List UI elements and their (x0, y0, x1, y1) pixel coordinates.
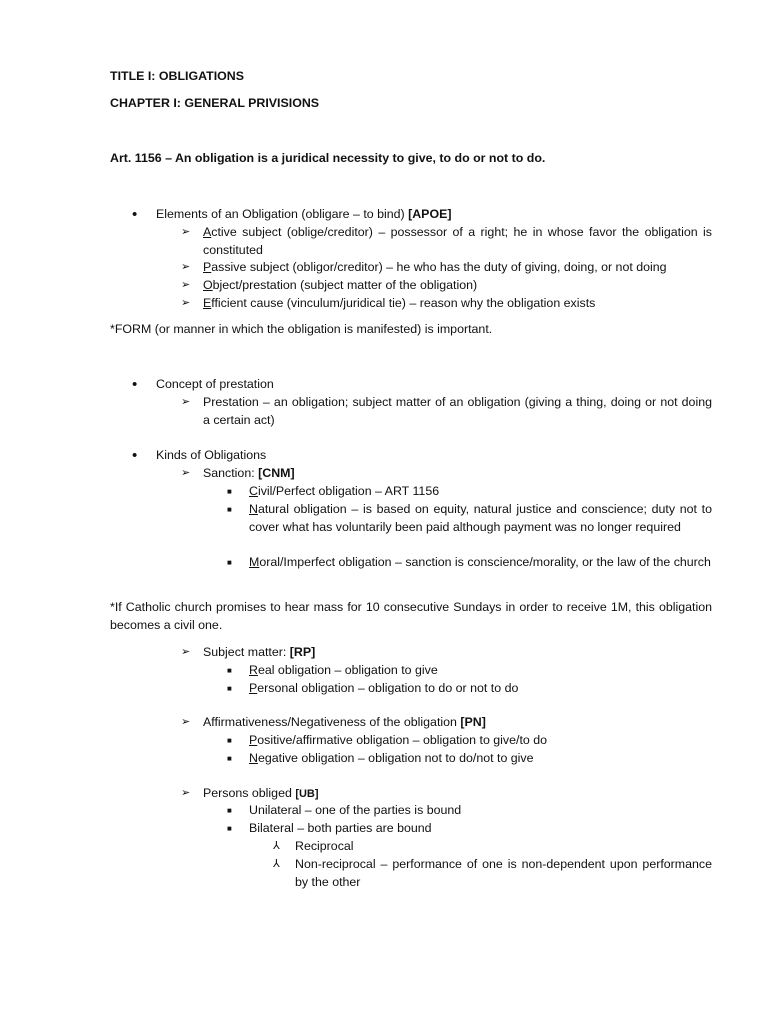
item-text: atural obligation – is based on equity, natural justice and conscience; duty not to cover what has voluntarily been paid although payment was no longer required (249, 502, 712, 534)
square-bullet-icon: ■ (227, 558, 232, 567)
elements-mnemonic: [APOE] (408, 207, 452, 221)
arrow-bullet-icon: ➢ (181, 396, 191, 408)
square-bullet-icon: ■ (227, 824, 232, 833)
title-heading: TITLE I: OBLIGATIONS (110, 69, 244, 83)
concept-heading: Concept of prestation (156, 377, 274, 391)
arrow-bullet-icon: ➢ (181, 279, 191, 291)
item-initial: M (249, 555, 260, 569)
chapter-heading: CHAPTER I: GENERAL PRIVISIONS (110, 96, 320, 110)
sanction-label: Sanction: (203, 466, 255, 480)
affirmativeness-heading (203, 714, 486, 732)
square-bullet-icon: ■ (227, 666, 232, 675)
arrow-bullet-icon: ➢ (181, 467, 191, 479)
subject-matter-heading (203, 644, 315, 662)
affirmativeness-label: Affirmativeness/Negativeness of the obligation (203, 715, 457, 729)
persons-item-unilateral (249, 802, 461, 820)
affirm-item-negative (249, 750, 534, 768)
persons-item-bilateral (249, 820, 432, 838)
square-bullet-icon: ■ (227, 736, 232, 745)
item-initial: O (203, 278, 213, 292)
item-initial: R (249, 663, 258, 677)
affirmativeness-mnemonic: [PN] (460, 715, 486, 729)
arrow-bullet-icon: ➢ (181, 297, 191, 309)
item-initial: C (249, 484, 258, 498)
item-initial: A (203, 225, 212, 239)
subject-matter-mnemonic: [RP] (289, 645, 316, 659)
catholic-note: *If Catholic church promises to hear mass for 10 consecutive Sundays in order to receive 1M, this obligation becomes a civil one. (110, 600, 712, 632)
square-bullet-icon: ■ (227, 487, 232, 496)
article-1156: Art. 1156 – An obligation is a juridical necessity to give, to do or not to do. (110, 151, 546, 165)
item-text: ositive/affirmative obligation – obligation to give/to do (257, 733, 548, 747)
item-text: assive subject (obligor/creditor) – he who has the duty of giving, doing, or not doing (211, 260, 667, 274)
bilateral-sub-reciprocal: Reciprocal (295, 839, 354, 853)
element-item-active (203, 224, 712, 259)
sanction-mnemonic: [CNM] (258, 466, 295, 480)
prestation-item: Prestation – an obligation; subject matter of an obligation (giving a thing, doing or not doing a certain act) (203, 395, 712, 427)
arrow-bullet-icon: ➢ (181, 787, 191, 799)
square-bullet-icon: ■ (227, 754, 232, 763)
item-initial: U (249, 803, 258, 817)
item-text: fficient cause (vinculum/juridical tie) – reason why the obligation exists (211, 296, 596, 310)
square-bullet-icon: ■ (227, 505, 232, 514)
item-text: egative obligation – obligation not to do/not to give (257, 751, 534, 765)
element-item-object (203, 277, 712, 295)
sanction-item-moral (249, 554, 712, 572)
item-text: ctive subject (oblige/creditor) – possessor of a right; he in whose favor the obligation is constituted (203, 225, 712, 257)
form-note: *FORM (or manner in which the obligation is manifested) is important. (110, 322, 493, 336)
sanction-item-natural (249, 501, 712, 536)
square-bullet-icon: ■ (227, 806, 232, 815)
bullet-dot-icon: • (132, 447, 138, 464)
element-item-passive (203, 259, 712, 277)
persons-heading (203, 785, 319, 804)
elements-heading-text: Elements of an Obligation (obligare – to bind) (156, 207, 405, 221)
item-text: bject/prestation (subject matter of the obligation) (212, 278, 478, 292)
sanction-heading (203, 465, 295, 483)
sanction-item-civil (249, 483, 712, 501)
element-item-efficient-cause (203, 295, 712, 313)
caret-bullet-icon: ⅄ (273, 858, 280, 870)
bullet-dot-icon: • (132, 206, 138, 223)
subject-item-personal (249, 680, 518, 698)
item-initial: P (249, 733, 258, 747)
subject-matter-label: Subject matter: (203, 645, 287, 659)
item-initial: N (249, 751, 258, 765)
item-initial: P (203, 260, 212, 274)
square-bullet-icon: ■ (227, 684, 232, 693)
item-initial: N (249, 502, 258, 516)
persons-label: Persons obliged (203, 786, 292, 800)
kinds-heading: Kinds of Obligations (156, 448, 267, 462)
caret-bullet-icon: ⅄ (273, 840, 280, 852)
arrow-bullet-icon: ➢ (181, 261, 191, 273)
item-text: eal obligation – obligation to give (257, 663, 438, 677)
item-initial: E (203, 296, 212, 310)
item-initial: P (249, 681, 258, 695)
subject-item-real (249, 662, 438, 680)
arrow-bullet-icon: ➢ (181, 716, 191, 728)
item-text: ersonal obligation – obligation to do or not to do (257, 681, 519, 695)
arrow-bullet-icon: ➢ (181, 226, 191, 238)
bilateral-sub-non-reciprocal: Non-reciprocal – performance of one is non-dependent upon performance by the other (295, 857, 712, 889)
elements-heading (156, 206, 451, 224)
item-text: ivil/Perfect obligation – ART 1156 (257, 484, 440, 498)
bullet-dot-icon: • (132, 376, 138, 393)
affirm-item-positive (249, 732, 547, 750)
persons-mnemonic: [UB] (295, 788, 319, 800)
item-text: oral/Imperfect obligation – sanction is conscience/morality, or the law of the church (259, 555, 711, 569)
item-initial: B (249, 821, 258, 835)
item-text: nilateral – one of the parties is bound (257, 803, 462, 817)
arrow-bullet-icon: ➢ (181, 646, 191, 658)
item-text: ilateral – both parties are bound (257, 821, 432, 835)
